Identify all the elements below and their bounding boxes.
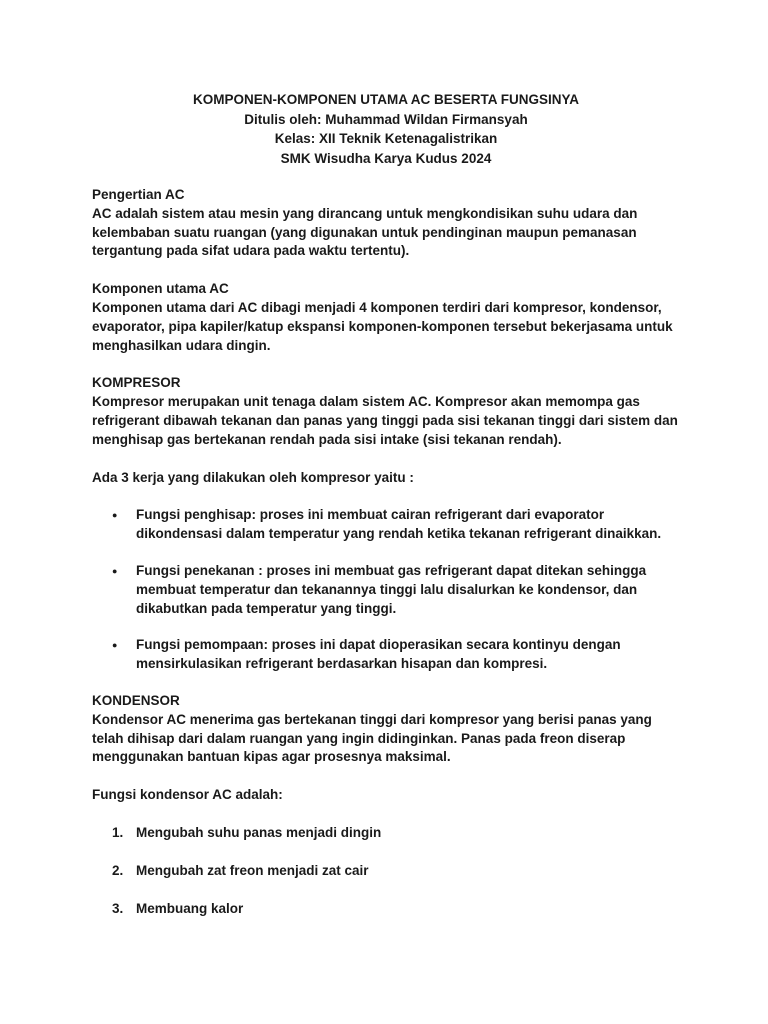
list-item: ● Fungsi penekanan : proses ini membuat gas refrigerant dapat ditekan sehingga membuat temperatur dan tekanannya tinggi lalu disalurkan ke kondensor, dan dikabutkan pada temperatur yang tinggi.: [92, 562, 680, 618]
section-heading: Pengertian AC: [92, 187, 185, 202]
section-body: AC adalah sistem atau mesin yang dirancang untuk mengkondisikan suhu udara dan kelembaban suatu ruangan (yang digunakan untuk pendinginan maupun pemanasan tergantung pada sifat udara pada waktu tertentu).: [92, 205, 638, 259]
list-item: [92, 900, 680, 919]
list-item: ● Fungsi pemompaan: proses ini dapat dioperasikan secara kontinyu dengan mensirkulasikan refrigerant berdasarkan hisapan dan kompresi.: [92, 636, 680, 674]
section-heading: Komponen utama AC: [92, 281, 229, 297]
document-header: [92, 90, 680, 168]
section-kondensor: [92, 692, 680, 767]
list-item-text: Mengubah zat freon menjadi zat cair: [136, 862, 369, 878]
class-line: Kelas: XII Teknik Ketenagalistrikan: [274, 131, 498, 146]
kondensor-intro-block: [92, 786, 680, 805]
list-intro: Fungsi kondensor AC adalah:: [92, 787, 283, 803]
section-body: Kondensor AC menerima gas bertekanan tinggi dari kompresor yang berisi panas yang telah dihisap dari dalam ruangan yang ingin didinginkan. Panas pada freon diserap menggunakan bantuan kipas agar prosesnya maksimal.: [92, 711, 652, 765]
kompresor-intro-block: [92, 469, 680, 488]
list-item: [92, 862, 680, 881]
school-line: SMK Wisudha Karya Kudus 2024: [280, 150, 492, 166]
list-item-text: Membuang kalor: [136, 900, 244, 916]
list-intro: Ada 3 kerja yang dilakukan oleh kompresor yaitu :: [92, 469, 414, 485]
section-kompresor: [92, 374, 680, 449]
section-heading: KONDENSOR: [92, 692, 180, 708]
section-pengertian: [92, 186, 680, 261]
section-komponen: [92, 280, 680, 355]
list-item: [92, 824, 680, 843]
section-body: Kompresor merupakan unit tenaga dalam sistem AC. Kompresor akan memompa gas refrigerant dibawah tekanan dan panas yang tinggi pada sisi tekanan tinggi dari sistem dan menghisap gas bertekanan rendah pada sisi intake (sisi tekanan rendah).: [92, 394, 678, 447]
kompresor-function-list: [92, 506, 680, 674]
author-line: Ditulis oleh: Muhammad Wildan Firmansyah: [244, 111, 528, 127]
kondensor-function-list: [92, 824, 680, 918]
section-body: Komponen utama dari AC dibagi menjadi 4 komponen terdiri dari kompresor, kondensor, evaporator, pipa kapiler/katup ekspansi komponen-komponen tersebut bekerjasama untuk menghasilkan udara dingin.: [92, 299, 673, 353]
list-item-text: Mengubah suhu panas menjadi dingin: [136, 824, 382, 840]
list-number: 2.: [112, 862, 124, 878]
list-item: ● Fungsi penghisap: proses ini membuat cairan refrigerant dari evaporator dikondensasi dalam temperatur yang rendah ketika tekanan refrigerant dinaikkan.: [92, 506, 680, 544]
list-number: 3.: [112, 900, 124, 916]
section-heading: KOMPRESOR: [92, 375, 181, 391]
list-number: 1.: [112, 824, 124, 840]
document-title: KOMPONEN-KOMPONEN UTAMA AC BESERTA FUNGSINYA: [192, 92, 579, 107]
